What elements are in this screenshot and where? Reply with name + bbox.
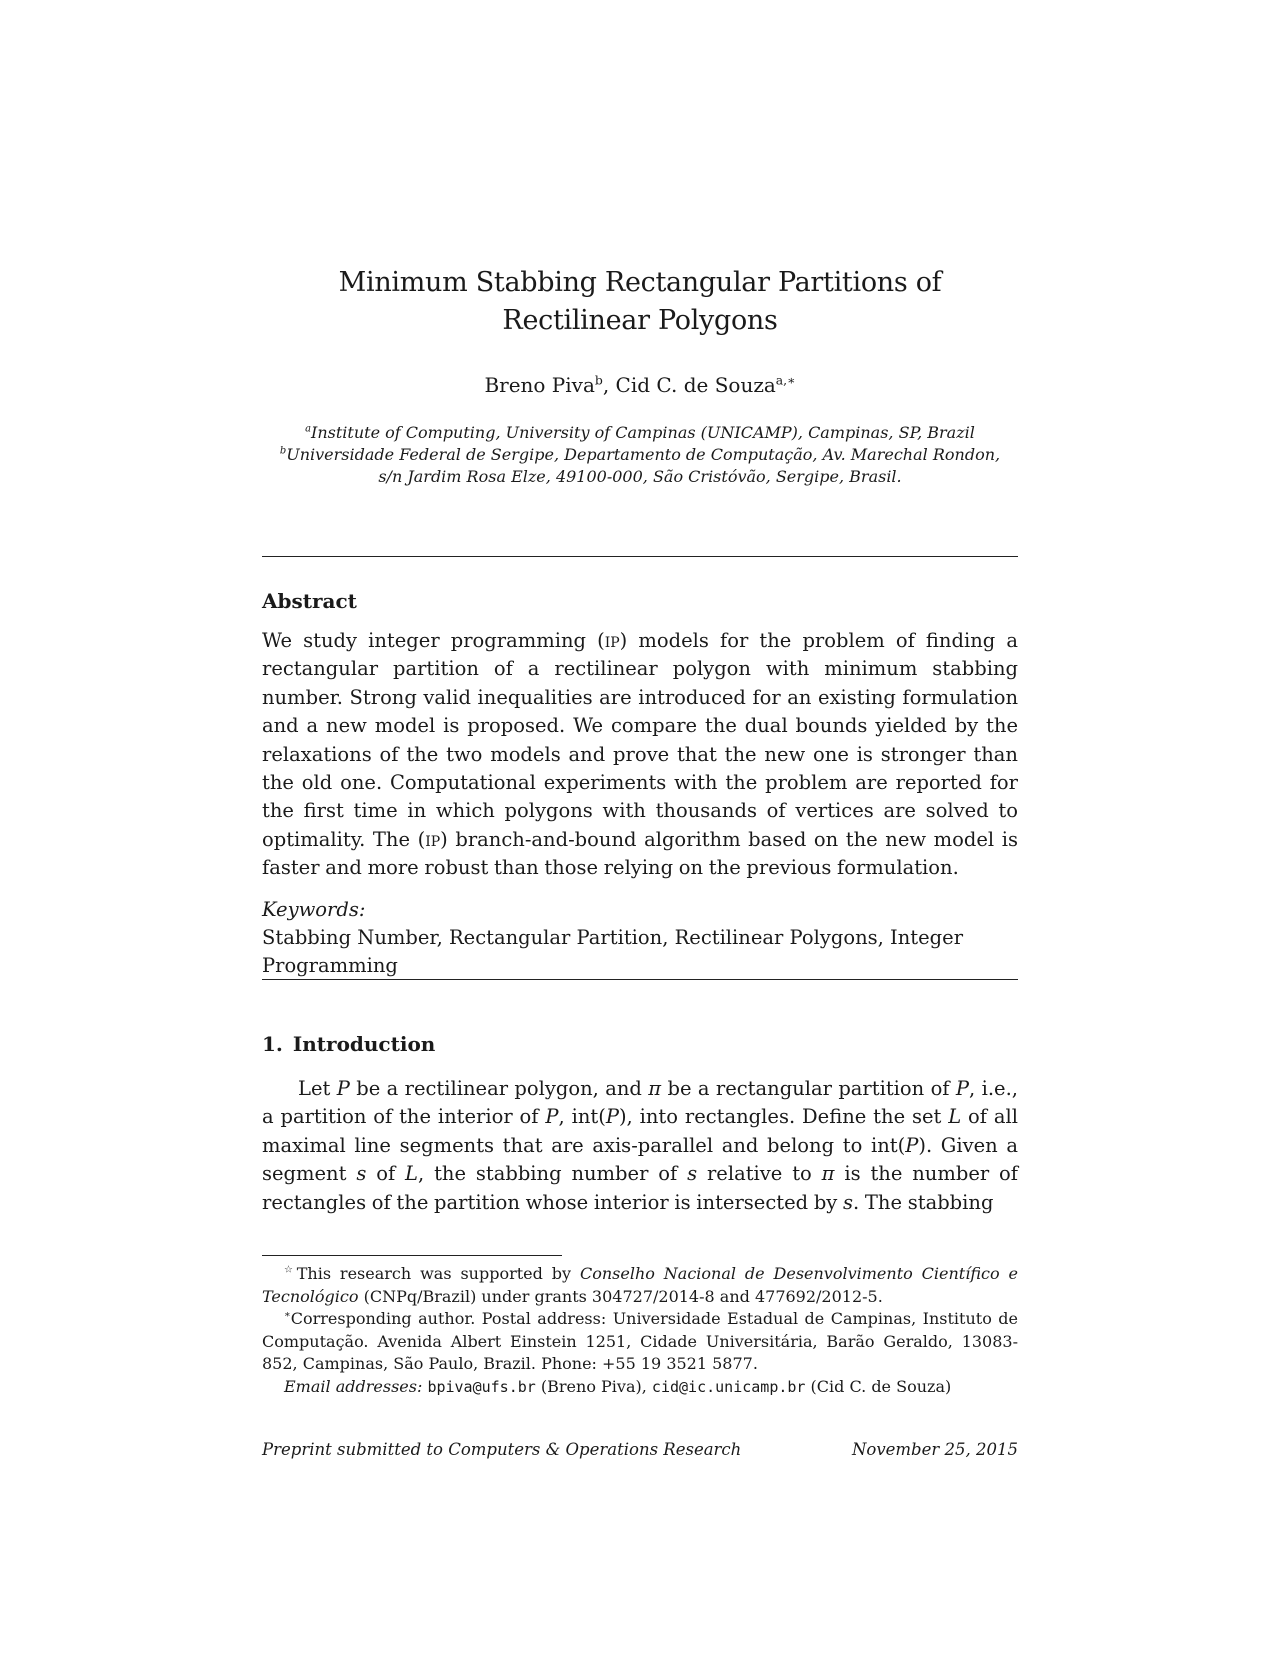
text-fragment: . The stabbing: [853, 1190, 994, 1214]
abstract-heading: Abstract: [262, 589, 357, 613]
intro-paragraph: [262, 1075, 1018, 1217]
email-owner: (Breno Piva),: [535, 1376, 652, 1396]
footnote-rule: [262, 1255, 562, 1256]
affiliation-a: [262, 422, 1018, 444]
author-name: Breno Piva: [484, 373, 595, 397]
footer-date: November 25, 2015: [851, 1440, 1018, 1459]
text-fragment: be a rectangular partition of: [661, 1077, 956, 1100]
keywords-label: Keywords:: [262, 898, 366, 921]
affiliation-mark: a: [305, 423, 312, 435]
footnote-corresponding: [262, 1308, 1018, 1376]
abstract-bottom-rule: [262, 979, 1018, 980]
text-fragment: of: [366, 1162, 406, 1186]
math-symbol: P: [545, 1105, 559, 1129]
text-fragment: , the stabbing number of: [418, 1162, 688, 1186]
author-affiliation-mark: a,∗: [775, 372, 796, 388]
math-symbol: π: [648, 1077, 662, 1100]
footer-preprint: Preprint submitted to Computers & Operations Research: [262, 1440, 742, 1459]
email-owner: (Cid C. de Souza): [805, 1376, 952, 1396]
affiliation-mark: b: [279, 445, 287, 457]
paper-title: [262, 264, 1018, 340]
text-fragment: ), into rectangles. Define the set: [618, 1105, 949, 1129]
math-symbol: π: [821, 1162, 835, 1186]
footnote-emails: [262, 1376, 1018, 1399]
text-fragment: is the number of rectangles of the partition whose interior is intersected by: [262, 1162, 1019, 1214]
footnote-text: Corresponding author. Postal address: Universidade Estadual de Campinas, Instituto de Computação. Avenida Albert Einstein 1251, Cidade Universitária, Barão Geraldo, 13083-852, Campinas, São Paulo, Brazil. Phone: +55 19 3521 5877.: [262, 1309, 1018, 1373]
math-symbol: P: [905, 1133, 919, 1157]
author-affiliation-mark: b: [594, 372, 603, 388]
affiliation-b-cont: s/n Jardim Rosa Elze, 49100-000, São Cristóvão, Sergipe, Brasil.: [378, 467, 902, 486]
abstract-fragment: We study integer programming (: [262, 629, 605, 652]
abstract-top-rule: [262, 556, 1018, 557]
math-symbol: s: [687, 1162, 698, 1186]
author-separator: ,: [602, 373, 616, 397]
author-name: Cid C. de Souza: [615, 373, 776, 397]
email-link[interactable]: bpiva@ufs.br: [427, 1377, 536, 1396]
section-title: Introduction: [292, 1032, 436, 1056]
affiliation-text: Universidade Federal de Sergipe, Departamento de Computação, Av. Marechal Rondon,: [286, 445, 1001, 464]
affiliation-text: Institute of Computing, University of Campinas (UNICAMP), Campinas, SP, Brazil: [311, 423, 975, 442]
footnote-mark: ∗: [284, 1309, 291, 1321]
affiliations: [262, 422, 1018, 488]
text-fragment: of all maximal line segments that are axis-parallel and belong to int(: [262, 1105, 1018, 1157]
author-list: [262, 372, 1018, 398]
title-line-2: Rectilinear Polygons: [502, 305, 778, 336]
affiliation-b: [262, 444, 1018, 466]
math-symbol: s: [843, 1190, 854, 1214]
math-symbol: s: [356, 1162, 367, 1186]
footnote-text: This research was supported by: [296, 1264, 580, 1283]
abstract-fragment: ) branch-and-bound algorithm based on the new model is faster and more robust than those relying on the previous formulation.: [262, 827, 1018, 880]
section-heading: [262, 1030, 435, 1058]
section-number: 1.: [262, 1032, 283, 1056]
text-fragment: be a rectilinear polygon, and: [349, 1077, 649, 1100]
math-symbol: P: [955, 1077, 970, 1100]
text-fragment: , i.e., a partition of the interior of: [262, 1077, 1018, 1129]
email-label: Email addresses:: [284, 1376, 423, 1396]
text-fragment: relative to: [697, 1162, 822, 1186]
abstract-acronym: ip: [425, 827, 441, 851]
abstract-fragment: ) models for the problem of finding a rectangular partition of a rectilinear polygon with minimum stabbing number. Strong valid inequalities are introduced for an existing formulation and a new model is proposed. We compare the dual bounds yielded by the relaxations of the two models and prove that the new one is stronger than the old one. Computational experiments with the problem are reported for the first time in which polygons with thousands of vertices are solved to optimality. The (: [262, 629, 1018, 851]
text-fragment: , int(: [558, 1105, 606, 1129]
math-symbol: P: [605, 1105, 619, 1129]
text-fragment: Let: [298, 1077, 337, 1100]
math-symbol: L: [948, 1105, 962, 1129]
footnote-mark: ☆: [284, 1264, 297, 1276]
footnote-agency: Conselho Nacional de Desenvolvimento Científico e Tecnológico: [262, 1264, 1018, 1306]
title-line-1: Minimum Stabbing Rectangular Partitions of: [338, 267, 942, 298]
email-link[interactable]: cid@ic.unicamp.br: [651, 1377, 806, 1396]
math-symbol: L: [405, 1162, 418, 1186]
footnote-funding: [262, 1263, 1018, 1308]
footnote-text: (CNPq/Brazil) under grants 304727/2014-8 and 477692/2012-5.: [358, 1286, 883, 1306]
text-fragment: ). Given a segment: [262, 1133, 1019, 1186]
footnotes: [262, 1263, 1018, 1398]
abstract-text: [262, 627, 1018, 883]
math-symbol: P: [336, 1077, 350, 1100]
keywords-text: Stabbing Number, Rectangular Partition, Rectilinear Polygons, Integer Programming: [262, 926, 964, 977]
abstract-acronym: ip: [604, 629, 620, 652]
